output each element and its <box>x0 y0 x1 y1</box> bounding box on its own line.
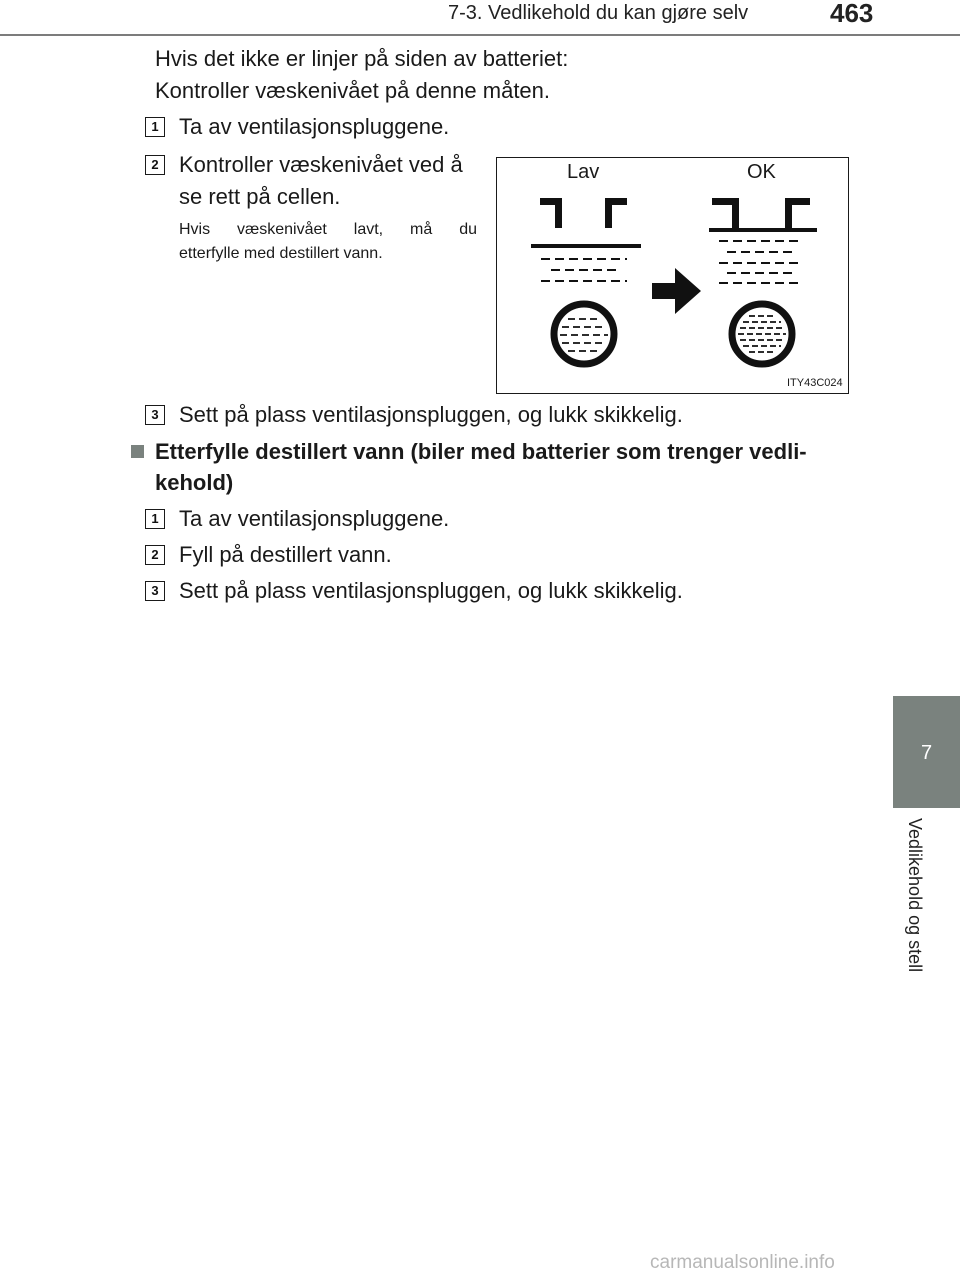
step-number-badge: 2 <box>145 155 165 175</box>
figure-code: ITY43C024 <box>787 377 843 389</box>
page-number: 463 <box>830 0 874 28</box>
heading-bullet-icon <box>131 445 144 458</box>
step-note-line-1: Hvis væskenivået lavt, må du <box>179 221 477 238</box>
step-number-badge: 1 <box>145 509 165 529</box>
step-text: Fyll på destillert vann. <box>179 542 392 567</box>
section-title: 7-3. Vedlikehold du kan gjøre selv <box>448 2 749 24</box>
step-text: Ta av ventilasjonspluggene. <box>179 506 450 531</box>
step-text: Sett på plass ventilasjonspluggen, og lukk skikkelig. <box>179 578 683 603</box>
intro-line-2: Kontroller væskenivået på denne måten. <box>155 78 551 103</box>
ok-cell-walls <box>712 198 810 228</box>
step-number-badge: 3 <box>145 405 165 425</box>
step-text: Ta av ventilasjonspluggene. <box>179 114 450 139</box>
step-number-badge: 2 <box>145 545 165 565</box>
section-heading-line-1: Etterfylle destillert vann (biler med batterier som trenger vedli- <box>155 439 807 464</box>
chapter-title: Vedlikehold og stell <box>905 818 925 973</box>
low-cell-top-view <box>554 304 614 364</box>
step-note-line-2: etterfylle med destillert vann. <box>179 245 383 262</box>
step-text: Sett på plass ventilasjonspluggen, og lukk skikkelig. <box>179 402 683 427</box>
section-heading-line-2: kehold) <box>155 470 234 495</box>
low-cell-walls <box>540 198 627 228</box>
step-text-line-1: Kontroller væskenivået ved å <box>179 152 463 177</box>
step-number-badge: 1 <box>145 117 165 137</box>
header-divider <box>0 34 960 36</box>
figure-label-low: Lav <box>567 161 600 183</box>
arrow-right-icon <box>652 268 701 314</box>
chapter-number: 7 <box>920 742 933 764</box>
battery-cell-illustration <box>497 158 848 393</box>
step-text-line-2: se rett på cellen. <box>179 184 341 209</box>
step-number-badge: 3 <box>145 581 165 601</box>
intro-line-1: Hvis det ikke er linjer på siden av batteriet: <box>155 46 569 71</box>
watermark-url: carmanualsonline.info <box>650 1252 835 1273</box>
battery-level-figure <box>496 157 849 394</box>
figure-label-ok: OK <box>747 161 776 183</box>
ok-cell-top-view <box>732 304 792 364</box>
